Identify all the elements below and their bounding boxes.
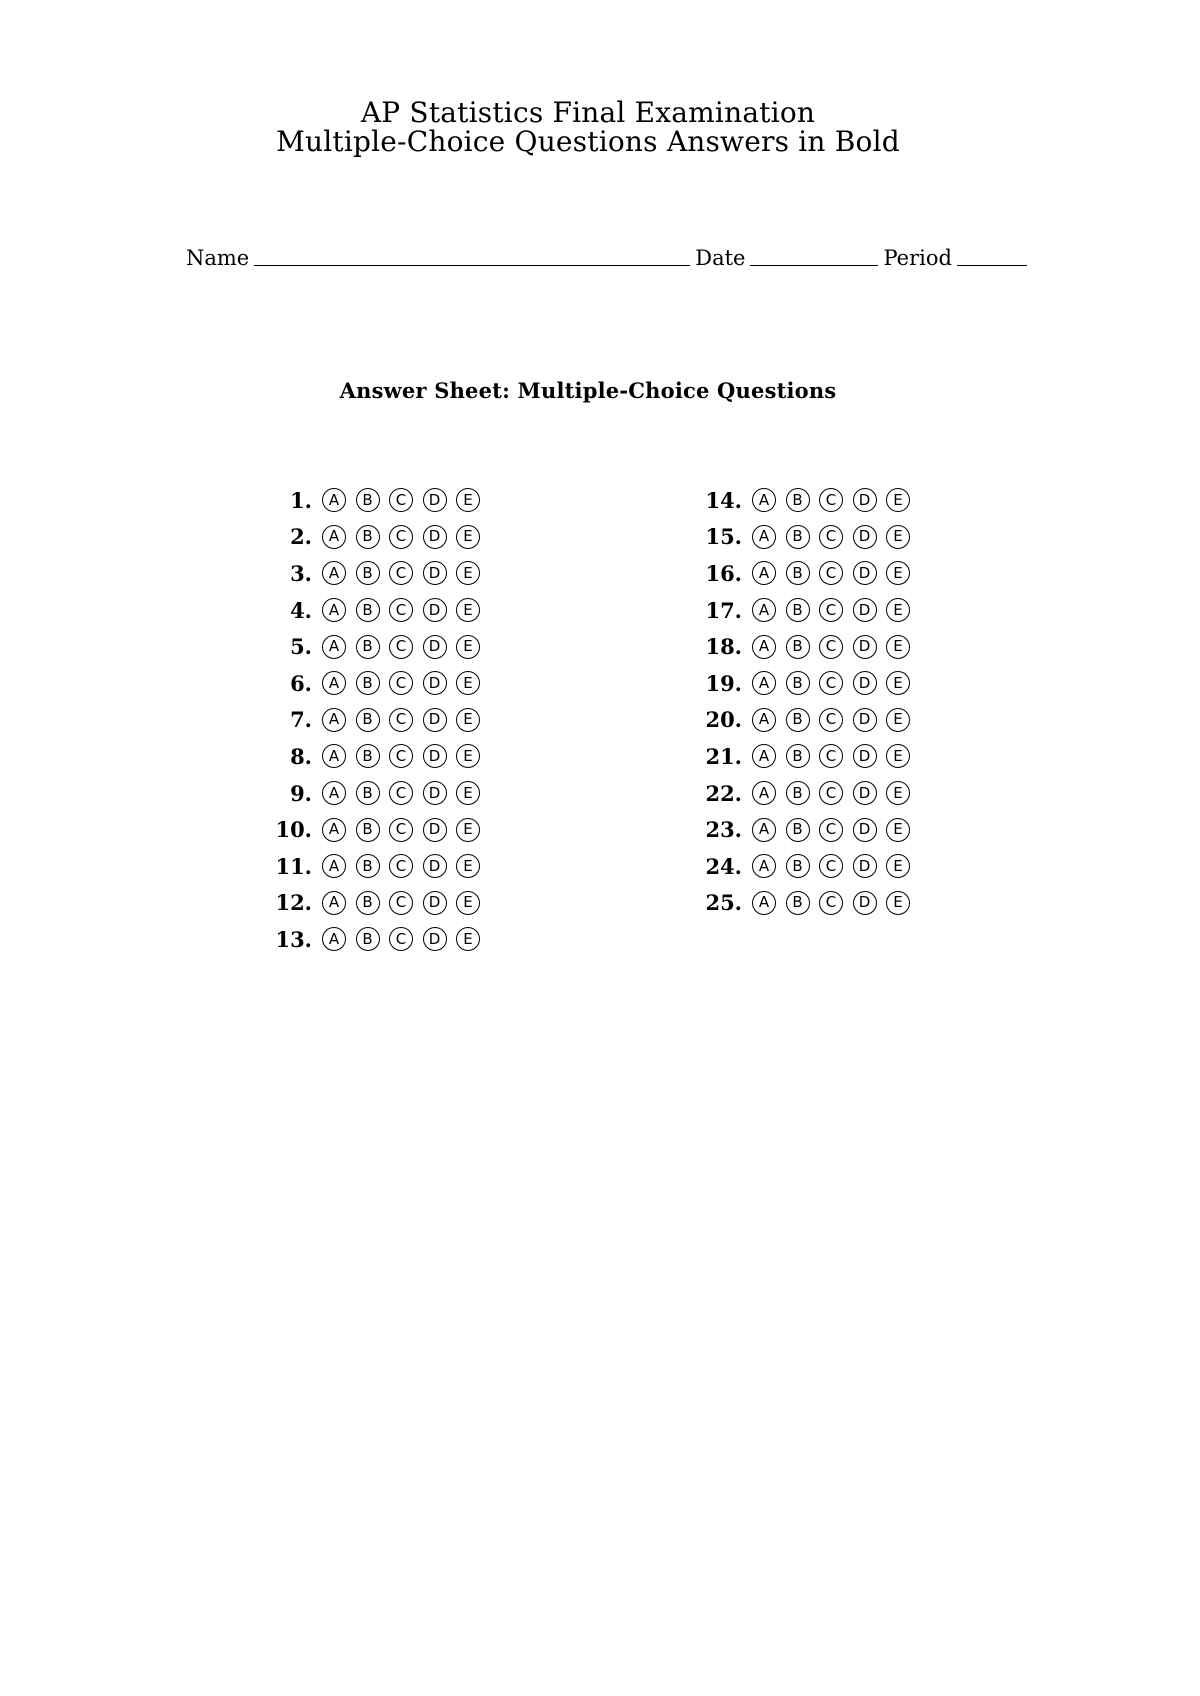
answer-bubble-d[interactable]: D xyxy=(423,927,447,951)
answer-bubble-c[interactable]: C xyxy=(819,891,843,915)
answer-bubble-d[interactable]: D xyxy=(423,818,447,842)
answer-bubble-d[interactable]: D xyxy=(853,671,877,695)
answer-bubble-a[interactable]: A xyxy=(322,708,346,732)
answer-bubble-a[interactable]: A xyxy=(752,525,776,549)
answer-bubble-c[interactable]: C xyxy=(389,744,413,768)
answer-bubble-e[interactable]: E xyxy=(456,744,480,768)
answer-bubble-b[interactable]: B xyxy=(786,708,810,732)
answer-bubble-d[interactable]: D xyxy=(423,525,447,549)
name-blank[interactable] xyxy=(254,265,690,266)
answer-bubble-a[interactable]: A xyxy=(752,561,776,585)
answer-bubble-c[interactable]: C xyxy=(389,598,413,622)
answer-bubble-c[interactable]: C xyxy=(819,561,843,585)
question-row xyxy=(250,555,490,592)
question-row xyxy=(250,628,490,665)
answer-bubble-b[interactable]: B xyxy=(786,671,810,695)
answer-bubble-c[interactable]: C xyxy=(389,854,413,878)
answer-bubble-b[interactable]: B xyxy=(356,671,380,695)
question-row xyxy=(250,848,490,885)
question-number: 8. xyxy=(290,743,312,769)
answer-bubble-e[interactable]: E xyxy=(886,598,910,622)
question-number: 2. xyxy=(290,524,312,550)
answer-bubble-a[interactable]: A xyxy=(752,818,776,842)
answer-bubble-c[interactable]: C xyxy=(819,744,843,768)
answer-bubble-a[interactable]: A xyxy=(322,671,346,695)
answer-bubble-a[interactable]: A xyxy=(752,854,776,878)
answer-bubble-a[interactable]: A xyxy=(322,891,346,915)
title-line-2: Multiple-Choice Questions Answers in Bold xyxy=(276,125,900,158)
answer-bubble-c[interactable]: C xyxy=(819,488,843,512)
answer-bubble-b[interactable]: B xyxy=(356,927,380,951)
question-row xyxy=(680,702,920,739)
answer-bubble-b[interactable]: B xyxy=(356,818,380,842)
period-label: Period xyxy=(883,246,952,270)
question-row xyxy=(250,665,490,702)
answer-bubble-c[interactable]: C xyxy=(389,635,413,659)
answer-bubble-d[interactable]: D xyxy=(853,561,877,585)
answer-bubble-e[interactable]: E xyxy=(456,854,480,878)
answer-bubble-a[interactable]: A xyxy=(322,854,346,878)
answer-bubble-c[interactable]: C xyxy=(389,525,413,549)
name-label: Name xyxy=(186,246,250,270)
answer-bubble-e[interactable]: E xyxy=(456,708,480,732)
answer-bubble-a[interactable]: A xyxy=(752,598,776,622)
answer-column-left xyxy=(250,482,490,958)
answer-bubble-b[interactable]: B xyxy=(786,488,810,512)
answer-bubble-a[interactable]: A xyxy=(752,488,776,512)
answer-bubble-b[interactable]: B xyxy=(786,525,810,549)
question-row xyxy=(680,738,920,775)
answer-bubble-e[interactable]: E xyxy=(456,781,480,805)
question-number: 17. xyxy=(705,597,742,623)
answer-bubble-b[interactable]: B xyxy=(786,781,810,805)
date-blank[interactable] xyxy=(750,265,878,266)
answer-bubble-a[interactable]: A xyxy=(322,525,346,549)
answer-bubble-c[interactable]: C xyxy=(819,598,843,622)
answer-bubble-a[interactable]: A xyxy=(752,891,776,915)
answer-bubble-e[interactable]: E xyxy=(886,891,910,915)
date-label: Date xyxy=(695,246,746,270)
answer-bubble-d[interactable]: D xyxy=(853,744,877,768)
answer-bubble-e[interactable]: E xyxy=(456,891,480,915)
period-blank[interactable] xyxy=(957,265,1027,266)
answer-bubble-b[interactable]: B xyxy=(356,708,380,732)
question-row xyxy=(680,848,920,885)
answer-bubble-a[interactable]: A xyxy=(752,744,776,768)
answer-bubble-e[interactable]: E xyxy=(456,818,480,842)
question-number: 3. xyxy=(290,560,312,586)
answer-bubble-c[interactable]: C xyxy=(389,561,413,585)
question-row xyxy=(680,811,920,848)
answer-bubble-a[interactable]: A xyxy=(322,561,346,585)
question-row xyxy=(250,702,490,739)
answer-bubble-d[interactable]: D xyxy=(853,818,877,842)
answer-bubble-d[interactable]: D xyxy=(853,708,877,732)
question-row xyxy=(250,921,490,958)
question-number: 15. xyxy=(705,524,742,550)
answer-bubble-d[interactable]: D xyxy=(423,561,447,585)
answer-bubble-d[interactable]: D xyxy=(853,891,877,915)
question-number: 23. xyxy=(705,817,742,843)
answer-bubble-a[interactable]: A xyxy=(322,744,346,768)
answer-bubble-e[interactable]: E xyxy=(886,635,910,659)
answer-bubble-a[interactable]: A xyxy=(322,781,346,805)
question-number: 16. xyxy=(705,560,742,586)
answer-bubble-e[interactable]: E xyxy=(886,781,910,805)
answer-bubble-e[interactable]: E xyxy=(456,488,480,512)
question-number: 6. xyxy=(290,670,312,696)
answer-bubble-b[interactable]: B xyxy=(786,561,810,585)
answer-bubble-b[interactable]: B xyxy=(356,781,380,805)
answer-bubble-d[interactable]: D xyxy=(423,781,447,805)
answer-bubble-c[interactable]: C xyxy=(389,488,413,512)
answer-bubble-d[interactable]: D xyxy=(423,744,447,768)
answer-bubble-b[interactable]: B xyxy=(356,488,380,512)
answer-bubble-d[interactable]: D xyxy=(423,671,447,695)
question-row xyxy=(250,738,490,775)
answer-bubble-a[interactable]: A xyxy=(752,635,776,659)
answer-bubble-e[interactable]: E xyxy=(886,488,910,512)
question-number: 14. xyxy=(705,487,742,513)
question-number: 25. xyxy=(705,890,742,916)
answer-bubble-a[interactable]: A xyxy=(322,635,346,659)
question-number: 4. xyxy=(290,597,312,623)
answer-bubble-b[interactable]: B xyxy=(356,598,380,622)
answer-bubble-a[interactable]: A xyxy=(752,708,776,732)
question-row xyxy=(680,665,920,702)
answer-bubble-c[interactable]: C xyxy=(819,671,843,695)
answer-bubble-e[interactable]: E xyxy=(456,671,480,695)
answer-bubble-d[interactable]: D xyxy=(853,488,877,512)
student-info-row xyxy=(186,240,1036,270)
question-number: 21. xyxy=(705,743,742,769)
question-row xyxy=(250,885,490,922)
answer-bubble-a[interactable]: A xyxy=(322,598,346,622)
answer-bubble-a[interactable]: A xyxy=(322,927,346,951)
question-row xyxy=(250,811,490,848)
question-row xyxy=(680,775,920,812)
question-row xyxy=(250,592,490,629)
answer-bubble-e[interactable]: E xyxy=(456,927,480,951)
answer-bubble-b[interactable]: B xyxy=(356,854,380,878)
answer-bubble-d[interactable]: D xyxy=(853,525,877,549)
answer-bubble-c[interactable]: C xyxy=(389,781,413,805)
answer-bubble-d[interactable]: D xyxy=(423,488,447,512)
answer-bubble-e[interactable]: E xyxy=(886,818,910,842)
title-line-1: AP Statistics Final Examination xyxy=(360,96,816,129)
question-row xyxy=(680,519,920,556)
document-title xyxy=(0,98,1176,156)
answer-bubble-a[interactable]: A xyxy=(322,488,346,512)
answer-bubble-a[interactable]: A xyxy=(752,671,776,695)
answer-bubble-e[interactable]: E xyxy=(886,708,910,732)
question-number: 12. xyxy=(275,890,312,916)
question-row xyxy=(680,555,920,592)
question-row xyxy=(250,519,490,556)
answer-bubble-b[interactable]: B xyxy=(786,818,810,842)
question-number: 19. xyxy=(705,670,742,696)
answer-bubble-e[interactable]: E xyxy=(886,744,910,768)
answer-bubble-c[interactable]: C xyxy=(819,854,843,878)
answer-bubble-b[interactable]: B xyxy=(786,744,810,768)
answer-column-right xyxy=(680,482,920,921)
answer-bubble-c[interactable]: C xyxy=(389,818,413,842)
answer-bubble-c[interactable]: C xyxy=(819,635,843,659)
question-number: 1. xyxy=(290,487,312,513)
answer-bubble-c[interactable]: C xyxy=(389,891,413,915)
question-number: 10. xyxy=(275,817,312,843)
answer-bubble-e[interactable]: E xyxy=(456,525,480,549)
question-row xyxy=(680,885,920,922)
answer-bubble-c[interactable]: C xyxy=(819,781,843,805)
question-number: 9. xyxy=(290,780,312,806)
question-number: 7. xyxy=(290,707,312,733)
answer-bubble-c[interactable]: C xyxy=(389,927,413,951)
answer-bubble-b[interactable]: B xyxy=(356,525,380,549)
answer-bubble-d[interactable]: D xyxy=(423,598,447,622)
answer-bubble-c[interactable]: C xyxy=(819,525,843,549)
answer-bubble-b[interactable]: B xyxy=(356,635,380,659)
answer-bubble-b[interactable]: B xyxy=(786,598,810,622)
answer-bubble-d[interactable]: D xyxy=(423,708,447,732)
question-row xyxy=(680,628,920,665)
answer-bubble-e[interactable]: E xyxy=(456,561,480,585)
question-number: 13. xyxy=(275,926,312,952)
answer-bubble-c[interactable]: C xyxy=(819,708,843,732)
question-number: 24. xyxy=(705,853,742,879)
question-row xyxy=(250,482,490,519)
answer-bubble-b[interactable]: B xyxy=(356,744,380,768)
answer-bubble-b[interactable]: B xyxy=(786,891,810,915)
answer-bubble-a[interactable]: A xyxy=(322,818,346,842)
answer-bubble-d[interactable]: D xyxy=(853,854,877,878)
answer-bubble-d[interactable]: D xyxy=(423,854,447,878)
question-number: 5. xyxy=(290,634,312,660)
question-number: 11. xyxy=(275,853,312,879)
answer-bubble-b[interactable]: B xyxy=(356,561,380,585)
answer-bubble-c[interactable]: C xyxy=(819,818,843,842)
question-row xyxy=(680,482,920,519)
answer-bubble-b[interactable]: B xyxy=(356,891,380,915)
answer-bubble-c[interactable]: C xyxy=(389,671,413,695)
answer-bubble-b[interactable]: B xyxy=(786,635,810,659)
answer-bubble-e[interactable]: E xyxy=(456,635,480,659)
answer-bubble-d[interactable]: D xyxy=(853,598,877,622)
answer-bubble-e[interactable]: E xyxy=(886,561,910,585)
question-row xyxy=(250,775,490,812)
answer-bubble-e[interactable]: E xyxy=(886,525,910,549)
answer-sheet-heading: Answer Sheet: Multiple-Choice Questions xyxy=(339,378,837,403)
answer-bubble-a[interactable]: A xyxy=(752,781,776,805)
answer-bubble-e[interactable]: E xyxy=(886,671,910,695)
answer-bubble-c[interactable]: C xyxy=(389,708,413,732)
answer-bubble-b[interactable]: B xyxy=(786,854,810,878)
answer-bubble-e[interactable]: E xyxy=(886,854,910,878)
question-number: 22. xyxy=(705,780,742,806)
answer-bubble-d[interactable]: D xyxy=(853,635,877,659)
question-number: 20. xyxy=(705,707,742,733)
question-row xyxy=(680,592,920,629)
answer-bubble-e[interactable]: E xyxy=(456,598,480,622)
answer-bubble-d[interactable]: D xyxy=(423,635,447,659)
question-number: 18. xyxy=(705,634,742,660)
answer-bubble-d[interactable]: D xyxy=(423,891,447,915)
answer-bubble-d[interactable]: D xyxy=(853,781,877,805)
